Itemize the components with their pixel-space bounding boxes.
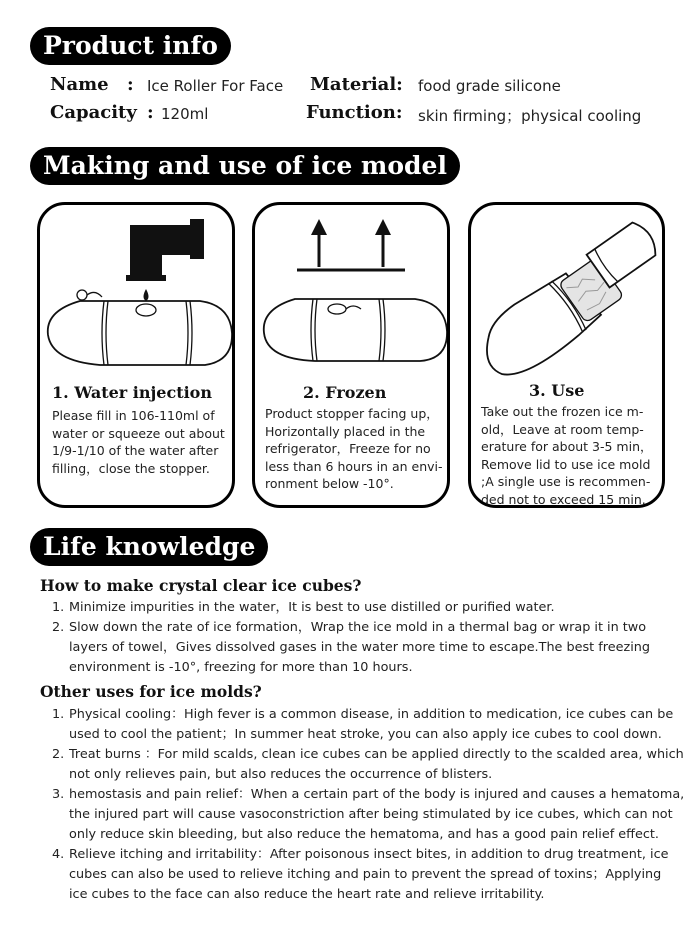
- step-card-water-injection: [37, 202, 235, 508]
- step-2-line: refrigerator，Freeze for no: [265, 441, 431, 456]
- capacity-label: Capacity: [50, 102, 137, 123]
- name-label: Name: [50, 74, 109, 95]
- step-1-line: water or squeeze out about: [52, 425, 225, 441]
- section-title-product-info: Product info: [30, 27, 231, 65]
- step-card-frozen: [252, 202, 450, 508]
- material-label: Material:: [310, 74, 403, 95]
- list-line: not only relieves pain, but also reduces the occurrence of blisters.: [69, 767, 493, 782]
- list-number: 2.: [52, 620, 65, 635]
- name-colon: :: [127, 74, 134, 95]
- step-3-line: old，Leave at room temp-: [481, 421, 644, 437]
- other-uses-list: [52, 705, 685, 905]
- list-item: [52, 598, 672, 618]
- list-item: [52, 705, 672, 745]
- list-line: cubes can also be used to relieve itching and pain to prevent the spread of toxins；Applying: [69, 867, 662, 882]
- step-3-line: Remove lid to use ice mold: [481, 456, 651, 472]
- section-title-life-knowledge: Life knowledge: [30, 528, 268, 566]
- question-other-uses: Other uses for ice molds?: [40, 682, 262, 701]
- list-line: ice cubes to the face can also reduce the heart rate and relieve irritability.: [69, 887, 545, 902]
- list-number: 1.: [52, 707, 65, 722]
- list-item: [52, 785, 685, 845]
- step-3-title: 3. Use: [529, 381, 585, 400]
- capacity-colon: :: [147, 102, 154, 123]
- list-line: only reduce skin bleeding, but also reduce the hematoma, and has a good pain relief effect.: [69, 827, 659, 842]
- crystal-ice-list: [52, 598, 672, 678]
- list-number: 3.: [52, 787, 65, 802]
- step-2-title: 2. Frozen: [303, 383, 387, 402]
- list-item: [52, 845, 672, 905]
- function-value: skin firming；physical cooling: [418, 107, 642, 125]
- step-card-use: [468, 202, 665, 508]
- list-line: used to cool the patient；In summer heat stroke, you can also apply ice cubes to cool down.: [69, 727, 662, 742]
- step-1-text: [52, 407, 225, 477]
- list-number: 2.: [52, 747, 65, 762]
- question-crystal-ice: How to make crystal clear ice cubes?: [40, 576, 362, 595]
- step-2-line: Product stopper facing up，: [265, 406, 439, 421]
- list-number: 4.: [52, 847, 65, 862]
- step-2-text: [265, 405, 443, 493]
- list-item: [52, 745, 684, 785]
- step-2-line: Horizontally placed in the: [265, 423, 426, 439]
- section-title-making: Making and use of ice model: [30, 147, 460, 185]
- step-2-line: less than 6 hours in an envi-: [265, 458, 443, 474]
- list-line: Physical cooling：High fever is a common disease, in addition to medication, ice cubes can be: [69, 707, 674, 722]
- step-3-line: erature for about 3-5 min，: [481, 439, 653, 454]
- list-line: Relieve itching and irritability：After poisonous insect bites, in addition to drug treatment, ice: [69, 847, 669, 862]
- step-1-line: Please fill in 106-110ml of: [52, 408, 215, 423]
- step-1-line: filling，close the stopper.: [52, 460, 210, 476]
- material-value: food grade silicone: [418, 77, 561, 95]
- list-line: Minimize impurities in the water，It is best to use distilled or purified water.: [69, 600, 555, 615]
- name-value: Ice Roller For Face: [147, 77, 284, 95]
- list-line: the injured part will cause vasoconstriction after being stimulated by ice cubes, which can not: [69, 807, 673, 822]
- list-line: layers of towel，Gives dissolved gases in the water more time to escape.The best freezing: [69, 640, 650, 655]
- step-3-line: ded not to exceed 15 min.: [481, 491, 646, 507]
- step-1-line: 1/9-1/10 of the water after: [52, 443, 219, 458]
- list-line: environment is -10°, freezing for more than 10 hours.: [69, 660, 413, 675]
- list-item: [52, 618, 672, 678]
- step-3-text: [481, 403, 653, 508]
- list-number: 1.: [52, 600, 65, 615]
- list-line: hemostasis and pain relief：When a certain part of the body is injured and causes a hematoma,: [69, 787, 685, 802]
- list-line: Slow down the rate of ice formation，Wrap the ice mold in a thermal bag or wrap it in two: [69, 620, 647, 635]
- list-line: Treat burns ：For mild scalds, clean ice cubes can be applied directly to the scalded area, which: [69, 747, 684, 762]
- step-3-line: Take out the frozen ice m-: [481, 404, 644, 419]
- capacity-value: 120ml: [161, 105, 209, 123]
- function-label: Function:: [306, 102, 403, 123]
- step-1-title: 1. Water injection: [52, 383, 212, 402]
- step-3-line: ;A single use is recommen-: [481, 474, 651, 489]
- step-2-line: ronment below -10°.: [265, 476, 394, 491]
